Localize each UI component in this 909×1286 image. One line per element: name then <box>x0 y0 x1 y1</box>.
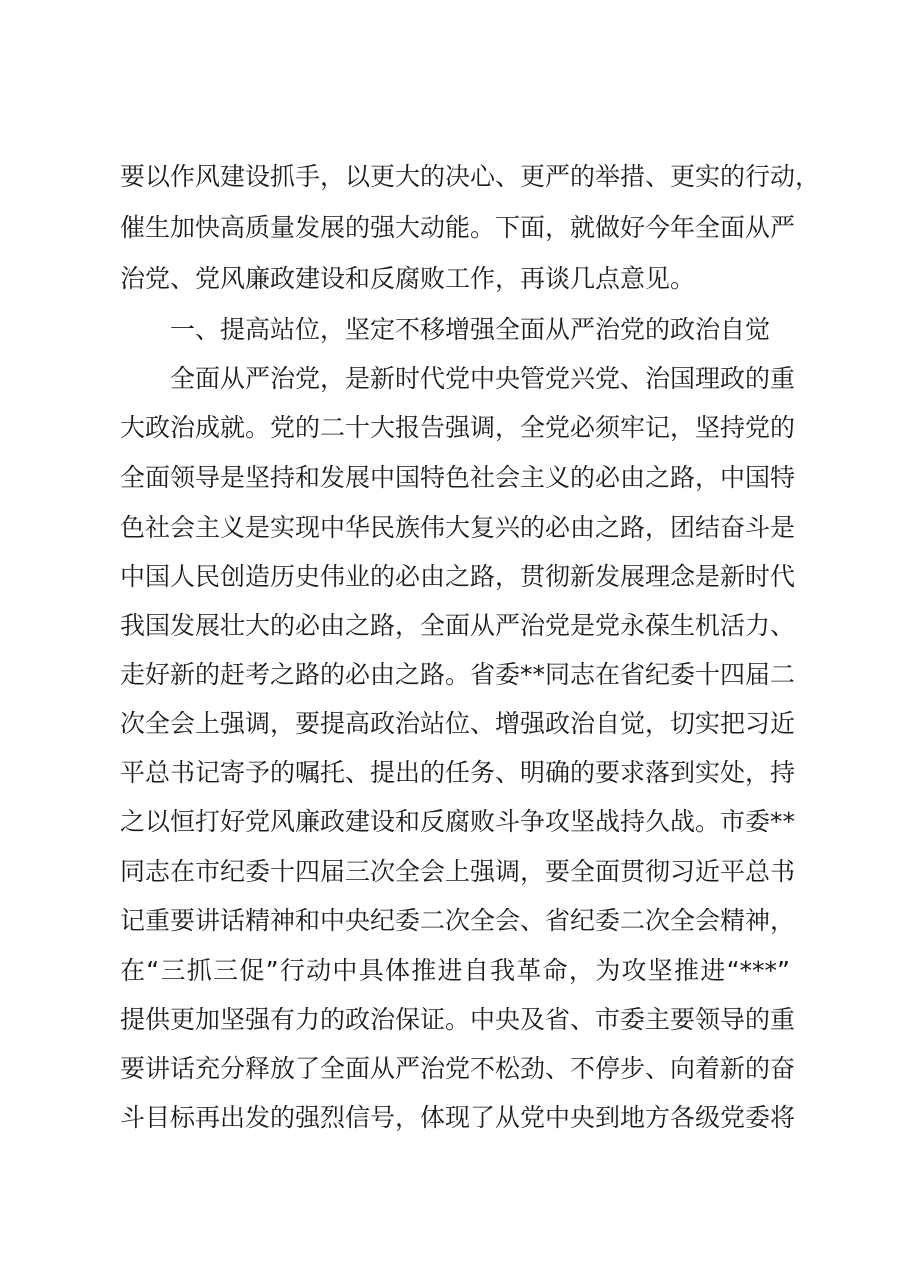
section-heading: 一、提高站位，坚定不移增强全面从严治党的政治自觉 <box>170 315 771 344</box>
paragraph-line: 全面从严治党，是新时代党中央管党兴党、治国理政的重 <box>170 364 796 393</box>
paragraph-line: 走好新的赶考之路的必由之路。省委**同志在省纪委十四届二 <box>120 660 796 689</box>
paragraph-line: 大政治成就。党的二十大报告强调，全党必须牢记，坚持党的 <box>120 413 796 442</box>
paragraph-line: 要以作风建设抓手，以更大的决心、更严的举措、更实的行动， <box>120 162 821 191</box>
paragraph-line: 次全会上强调，要提高政治站位、增强政治自觉，切实把习近 <box>120 709 796 738</box>
paragraph-line: 我国发展壮大的必由之路，全面从严治党是党永葆生机活力、 <box>120 611 796 640</box>
paragraph-line: 全面领导是坚持和发展中国特色社会主义的必由之路，中国特 <box>120 463 796 492</box>
paragraph-line: 斗目标再出发的强烈信号，体现了从党中央到地方各级党委将 <box>120 1103 796 1132</box>
paragraph-line: 治党、党风廉政建设和反腐败工作，再谈几点意见。 <box>120 264 696 293</box>
paragraph-line: 同志在市纪委十四届三次全会上强调，要全面贯彻习近平总书 <box>120 857 796 886</box>
paragraph-line: 在“三抓三促”行动中具体推进自我革命，为攻坚推进“***” <box>120 956 790 985</box>
paragraph-line: 中国人民创造历史伟业的必由之路，贯彻新发展理念是新时代 <box>120 562 796 591</box>
paragraph-line: 要讲话充分释放了全面从严治党不松劲、不停步、向着新的奋 <box>120 1054 796 1083</box>
paragraph-line: 催生加快高质量发展的强大动能。下面，就做好今年全面从严 <box>120 213 796 242</box>
paragraph-line: 平总书记寄予的嘱托、提出的任务、明确的要求落到实处，持 <box>120 758 796 787</box>
paragraph-line: 色社会主义是实现中华民族伟大复兴的必由之路，团结奋斗是 <box>120 513 796 542</box>
paragraph-line: 之以恒打好党风廉政建设和反腐败斗争攻坚战持久战。市委** <box>120 807 796 836</box>
paragraph-line: 记重要讲话精神和中央纪委二次全会、省纪委二次全会精神， <box>120 906 796 935</box>
paragraph-line: 提供更加坚强有力的政治保证。中央及省、市委主要领导的重 <box>120 1005 796 1034</box>
